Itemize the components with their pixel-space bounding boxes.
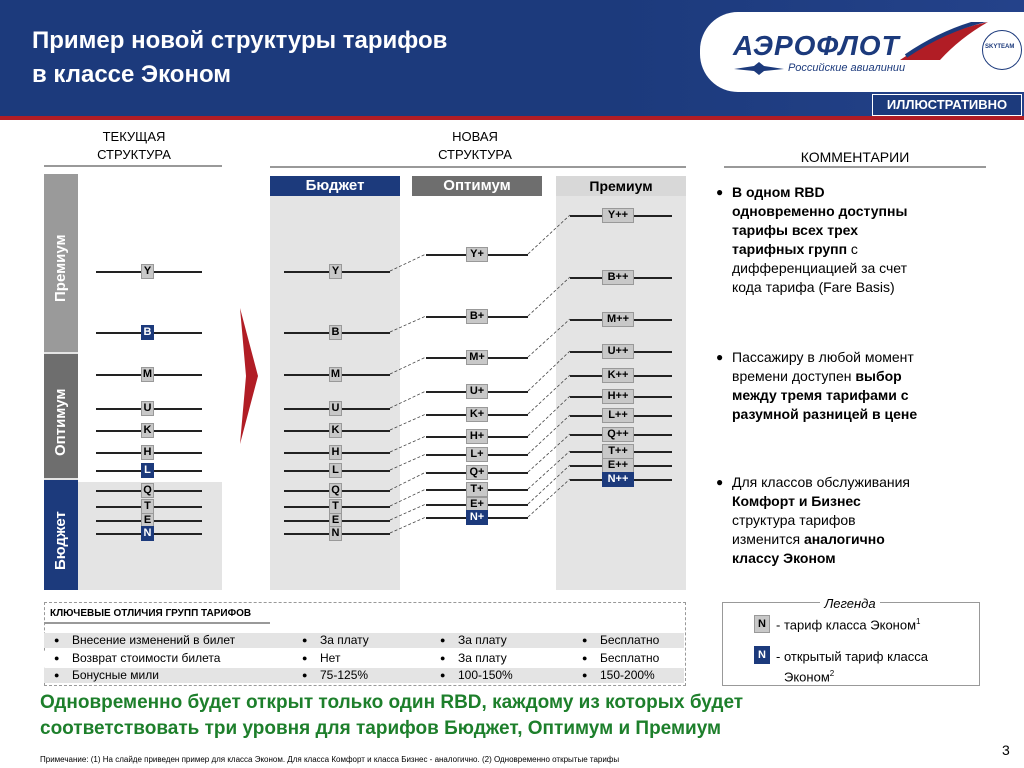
budget-optimum-connector xyxy=(390,436,426,452)
optimum-fare-label: Y+ xyxy=(466,247,488,262)
current-fare-label: U xyxy=(141,401,154,416)
key-diff-cell: За плату xyxy=(320,633,369,647)
premium-fare-label: E++ xyxy=(602,458,634,473)
bullet-icon: ● xyxy=(302,670,308,680)
bullet-icon: ● xyxy=(440,635,446,645)
bottom-message: Одновременно будет открыт только один RBD, каждому из которых будет соответствовать три уровня для тарифов Бюджет, Оптимум и Премиум xyxy=(40,692,744,739)
key-diff-cell: Внесение изменений в билет xyxy=(72,633,236,647)
current-fare-label: L xyxy=(141,463,154,478)
budget-optimum-connector xyxy=(390,454,426,470)
bullet-icon: ● xyxy=(716,350,724,364)
budget-fare-label: T xyxy=(329,499,342,514)
optimum-fare-label: M+ xyxy=(466,350,488,365)
optimum-column-header: Оптимум xyxy=(412,176,542,196)
premium-vertical-label: Премиум xyxy=(52,234,69,302)
bullet-icon: ● xyxy=(440,653,446,663)
key-diff-cell: За плату xyxy=(458,651,507,665)
optimum-premium-connector xyxy=(528,465,570,504)
bullet-icon: ● xyxy=(440,670,446,680)
key-diff-row xyxy=(44,633,684,648)
budget-optimum-connector xyxy=(390,504,426,520)
key-diff-cell: 100-150% xyxy=(458,668,513,682)
comments-header: КОММЕНТАРИИ xyxy=(800,149,910,165)
current-fare-label: B xyxy=(141,325,154,340)
key-diff-cell: Возврат стоимости билета xyxy=(72,651,221,665)
key-diff-cell: Бонусные мили xyxy=(72,668,159,682)
logo-tagline: Российские авиалинии xyxy=(788,62,906,74)
budget-fare-label: U xyxy=(329,401,342,416)
premium-fare-label: L++ xyxy=(602,408,634,423)
bullet-icon: ● xyxy=(302,653,308,663)
key-diff-cell: За плату xyxy=(458,633,507,647)
premium-fare-label: U++ xyxy=(602,344,634,359)
key-diff-cell: 75-125% xyxy=(320,668,369,682)
budget-fare-label: B xyxy=(329,325,342,340)
premium-fare-label: H++ xyxy=(602,389,634,404)
page-number: 3 xyxy=(1002,742,1010,758)
current-fare-label: Q xyxy=(141,483,154,498)
current-fare-label: T xyxy=(141,499,154,514)
budget-column-header: Бюджет xyxy=(270,176,400,196)
legend-item-open: - открытый тариф класса Эконом$^2$ xyxy=(776,649,928,685)
premium-column-header: Премиум xyxy=(556,176,686,196)
budget-optimum-connector xyxy=(390,414,426,430)
key-diff-cell: 150-200% xyxy=(600,668,655,682)
legend-sample-regular: N xyxy=(754,615,770,633)
optimum-premium-connector xyxy=(528,479,570,517)
budget-fare-label: Y xyxy=(329,264,342,279)
optimum-premium-connector xyxy=(528,451,570,489)
budget-fare-label: Q xyxy=(329,483,342,498)
key-diff-row xyxy=(44,651,684,666)
key-diff-row xyxy=(44,668,684,683)
budget-optimum-connector xyxy=(390,517,426,533)
budget-optimum-connector xyxy=(390,489,426,506)
budget-fare-label: N xyxy=(329,526,342,541)
bullet-icon: ● xyxy=(302,635,308,645)
current-fare-label: E xyxy=(141,513,154,528)
bullet-icon: ● xyxy=(54,653,60,663)
optimum-fare-label: E+ xyxy=(466,497,488,512)
legend-title: Легенда xyxy=(722,596,978,611)
key-diff-cell: Нет xyxy=(320,651,341,665)
optimum-fare-label: T+ xyxy=(466,482,488,497)
optimum-vertical-label: Оптимум xyxy=(52,388,69,456)
optimum-fare-label: K+ xyxy=(466,407,488,422)
optimum-premium-connector xyxy=(528,375,570,414)
optimum-premium-connector xyxy=(528,396,570,436)
optimum-premium-connector xyxy=(528,351,570,391)
key-diff-cell: Бесплатно xyxy=(600,633,660,647)
budget-fare-label: M xyxy=(330,368,341,380)
optimum-premium-connector xyxy=(528,215,570,254)
budget-optimum-connector xyxy=(390,254,426,271)
budget-optimum-connector xyxy=(390,357,426,374)
bullet-icon: ● xyxy=(582,635,588,645)
optimum-fare-label: U+ xyxy=(466,384,488,399)
bullet-icon: ● xyxy=(54,635,60,645)
key-differences-title: КЛЮЧЕВЫЕ ОТЛИЧИЯ ГРУПП ТАРИФОВ xyxy=(50,608,252,619)
comment-2: ● Пассажиру в любой момент времени доступен выбор между тремя тарифами с разумной разницей в цене xyxy=(716,349,918,422)
current-fare-label: Y xyxy=(141,264,154,279)
budget-optimum-connector xyxy=(390,472,426,490)
premium-fare-label: M++ xyxy=(602,312,634,327)
legend-item-regular: - тариф класса Эконом$^1$ xyxy=(776,617,921,633)
budget-fare-label: K xyxy=(329,423,342,438)
premium-fare-label: Q++ xyxy=(602,427,634,442)
budget-optimum-connector xyxy=(390,316,426,332)
bullet-icon: ● xyxy=(582,670,588,680)
premium-fare-label: Y++ xyxy=(602,208,634,223)
budget-fare-label: L xyxy=(329,463,342,478)
bullet-icon: ● xyxy=(582,653,588,663)
slide-title: Пример новой структуры тарифов в классе Эконом xyxy=(32,27,448,88)
premium-fare-label: B++ xyxy=(602,270,634,285)
optimum-fare-label: B+ xyxy=(466,309,488,324)
current-fare-label: K xyxy=(141,423,154,438)
current-fare-label: H xyxy=(141,445,154,460)
bullet-icon: ● xyxy=(716,475,724,489)
current-fare-label: N xyxy=(141,526,154,541)
optimum-premium-connector xyxy=(528,319,570,357)
comment-1: ● В одном RBD одновременно доступны тарифы всех трех тарифных групп с дифференциацией за счет кода тарифа (Fare Basis) xyxy=(716,184,908,295)
key-diff-cell: Бесплатно xyxy=(600,651,660,665)
optimum-premium-connector xyxy=(528,277,570,316)
budget-fare-label: H xyxy=(329,445,342,460)
optimum-fare-label: H+ xyxy=(466,429,488,444)
optimum-premium-connector xyxy=(528,415,570,454)
bullet-icon: ● xyxy=(716,185,724,199)
premium-fare-label: K++ xyxy=(602,368,634,383)
premium-fare-label: N++ xyxy=(602,472,634,487)
skyteam-label: SKYTEAM xyxy=(985,44,1015,50)
aeroflot-logo: АЭРОФЛОТ xyxy=(733,30,900,61)
new-structure-header: НОВАЯ СТРУКТУРА xyxy=(438,129,512,162)
optimum-fare-label: L+ xyxy=(466,447,488,462)
divider xyxy=(44,622,270,624)
budget-optimum-connector xyxy=(390,391,426,408)
budget-vertical-label: Бюджет xyxy=(52,511,69,570)
budget-fare-label: E xyxy=(329,513,342,528)
current-fare-label: M xyxy=(142,368,153,380)
legend-sample-open: N xyxy=(754,646,770,664)
optimum-fare-label: N+ xyxy=(466,510,488,525)
illustrative-badge: ИЛЛЮСТРАТИВНО xyxy=(872,94,1022,116)
comment-3: ● Для классов обслуживания Комфорт и Бизнес структура тарифов изменится аналогично классу Эконом xyxy=(716,474,910,566)
optimum-premium-connector xyxy=(528,434,570,472)
current-structure-header: ТЕКУЩАЯ СТРУКТУРА xyxy=(97,129,171,162)
bullet-icon: ● xyxy=(54,670,60,680)
premium-fare-label: T++ xyxy=(602,444,634,459)
optimum-fare-label: Q+ xyxy=(466,465,488,480)
footnote: Примечание: (1) На слайде приведен пример для класса Эконом. Для класса Комфорт и класса Бизнес - аналогично. (2) Одновременно открытые тарифы xyxy=(40,755,620,764)
